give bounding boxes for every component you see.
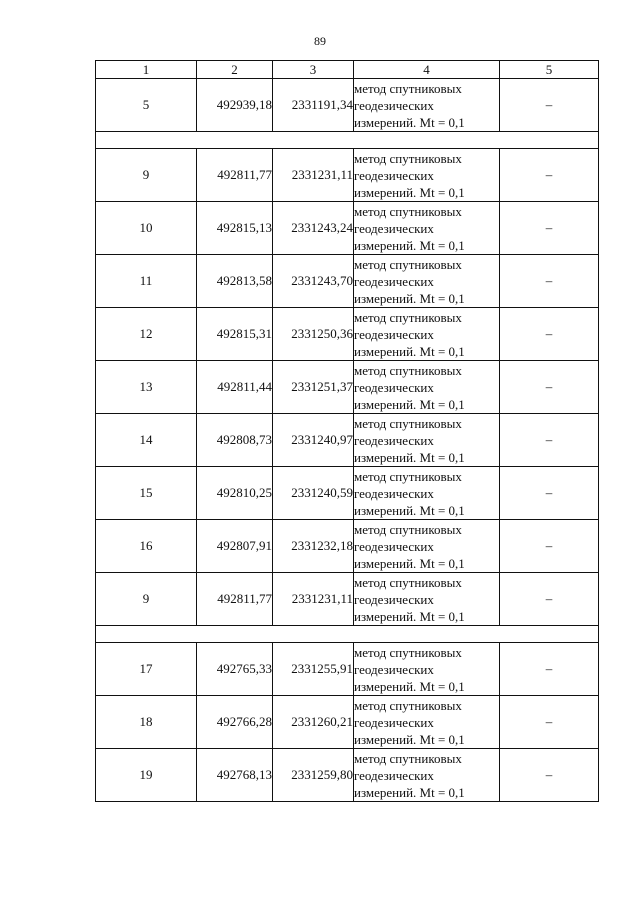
table-row: [96, 202, 599, 255]
table-row: [96, 308, 599, 361]
note-cell: –: [500, 643, 599, 696]
x-coordinate-cell: 492808,73: [197, 414, 273, 467]
method-cell: метод спутниковых геодезических измерений. Mt = 0,1: [354, 149, 500, 202]
table-header-row: [96, 61, 599, 79]
method-cell: метод спутниковых геодезических измерений. Mt = 0,1: [354, 520, 500, 573]
table-row: [96, 467, 599, 520]
point-number-cell: 13: [96, 361, 197, 414]
x-coordinate-cell: 492939,18: [197, 79, 273, 132]
table-row: [96, 696, 599, 749]
method-cell: метод спутниковых геодезических измерений. Mt = 0,1: [354, 696, 500, 749]
y-coordinate-cell: 2331231,11: [273, 149, 354, 202]
point-number-cell: 9: [96, 149, 197, 202]
method-cell: метод спутниковых геодезических измерений. Mt = 0,1: [354, 573, 500, 626]
y-coordinate-cell: 2331232,18: [273, 520, 354, 573]
column-header: 3: [273, 61, 354, 79]
x-coordinate-cell: 492811,77: [197, 573, 273, 626]
point-number-cell: 12: [96, 308, 197, 361]
note-cell: –: [500, 361, 599, 414]
y-coordinate-cell: 2331191,34: [273, 79, 354, 132]
point-number-cell: 5: [96, 79, 197, 132]
x-coordinate-cell: 492807,91: [197, 520, 273, 573]
y-coordinate-cell: 2331231,11: [273, 573, 354, 626]
y-coordinate-cell: 2331250,36: [273, 308, 354, 361]
note-cell: –: [500, 573, 599, 626]
point-number-cell: 9: [96, 573, 197, 626]
x-coordinate-cell: 492768,13: [197, 749, 273, 802]
x-coordinate-cell: 492815,13: [197, 202, 273, 255]
method-cell: метод спутниковых геодезических измерений. Mt = 0,1: [354, 749, 500, 802]
table-row: [96, 255, 599, 308]
method-cell: метод спутниковых геодезических измерений. Mt = 0,1: [354, 308, 500, 361]
x-coordinate-cell: 492765,33: [197, 643, 273, 696]
table-row: [96, 643, 599, 696]
y-coordinate-cell: 2331240,97: [273, 414, 354, 467]
y-coordinate-cell: 2331251,37: [273, 361, 354, 414]
note-cell: –: [500, 696, 599, 749]
separator-cell: [96, 132, 599, 149]
point-number-cell: 14: [96, 414, 197, 467]
note-cell: –: [500, 255, 599, 308]
method-cell: метод спутниковых геодезических измерений. Mt = 0,1: [354, 414, 500, 467]
note-cell: –: [500, 414, 599, 467]
table-row: [96, 573, 599, 626]
point-number-cell: 18: [96, 696, 197, 749]
x-coordinate-cell: 492811,44: [197, 361, 273, 414]
table-row: [96, 749, 599, 802]
note-cell: –: [500, 467, 599, 520]
method-cell: метод спутниковых геодезических измерений. Mt = 0,1: [354, 643, 500, 696]
table-row: [96, 361, 599, 414]
point-number-cell: 10: [96, 202, 197, 255]
note-cell: –: [500, 308, 599, 361]
y-coordinate-cell: 2331260,21: [273, 696, 354, 749]
column-header: 2: [197, 61, 273, 79]
x-coordinate-cell: 492813,58: [197, 255, 273, 308]
x-coordinate-cell: 492815,31: [197, 308, 273, 361]
column-header: 1: [96, 61, 197, 79]
point-number-cell: 19: [96, 749, 197, 802]
table-row: [96, 79, 599, 132]
y-coordinate-cell: 2331240,59: [273, 467, 354, 520]
table-separator-row: [96, 626, 599, 643]
y-coordinate-cell: 2331259,80: [273, 749, 354, 802]
y-coordinate-cell: 2331243,24: [273, 202, 354, 255]
point-number-cell: 17: [96, 643, 197, 696]
method-cell: метод спутниковых геодезических измерений. Mt = 0,1: [354, 202, 500, 255]
y-coordinate-cell: 2331243,70: [273, 255, 354, 308]
table-row: [96, 414, 599, 467]
x-coordinate-cell: 492766,28: [197, 696, 273, 749]
note-cell: –: [500, 749, 599, 802]
table-row: [96, 520, 599, 573]
method-cell: метод спутниковых геодезических измерений. Mt = 0,1: [354, 255, 500, 308]
x-coordinate-cell: 492811,77: [197, 149, 273, 202]
point-number-cell: 15: [96, 467, 197, 520]
method-cell: метод спутниковых геодезических измерений. Mt = 0,1: [354, 467, 500, 520]
method-cell: метод спутниковых геодезических измерений. Mt = 0,1: [354, 361, 500, 414]
note-cell: –: [500, 202, 599, 255]
note-cell: –: [500, 149, 599, 202]
coordinates-table: [95, 60, 599, 802]
column-header: 4: [354, 61, 500, 79]
page-number: 89: [314, 34, 326, 48]
note-cell: –: [500, 520, 599, 573]
table-separator-row: [96, 132, 599, 149]
point-number-cell: 11: [96, 255, 197, 308]
table-row: [96, 149, 599, 202]
x-coordinate-cell: 492810,25: [197, 467, 273, 520]
method-cell: метод спутниковых геодезических измерений. Mt = 0,1: [354, 79, 500, 132]
y-coordinate-cell: 2331255,91: [273, 643, 354, 696]
point-number-cell: 16: [96, 520, 197, 573]
table-body: [96, 79, 599, 802]
separator-cell: [96, 626, 599, 643]
column-header: 5: [500, 61, 599, 79]
note-cell: –: [500, 79, 599, 132]
